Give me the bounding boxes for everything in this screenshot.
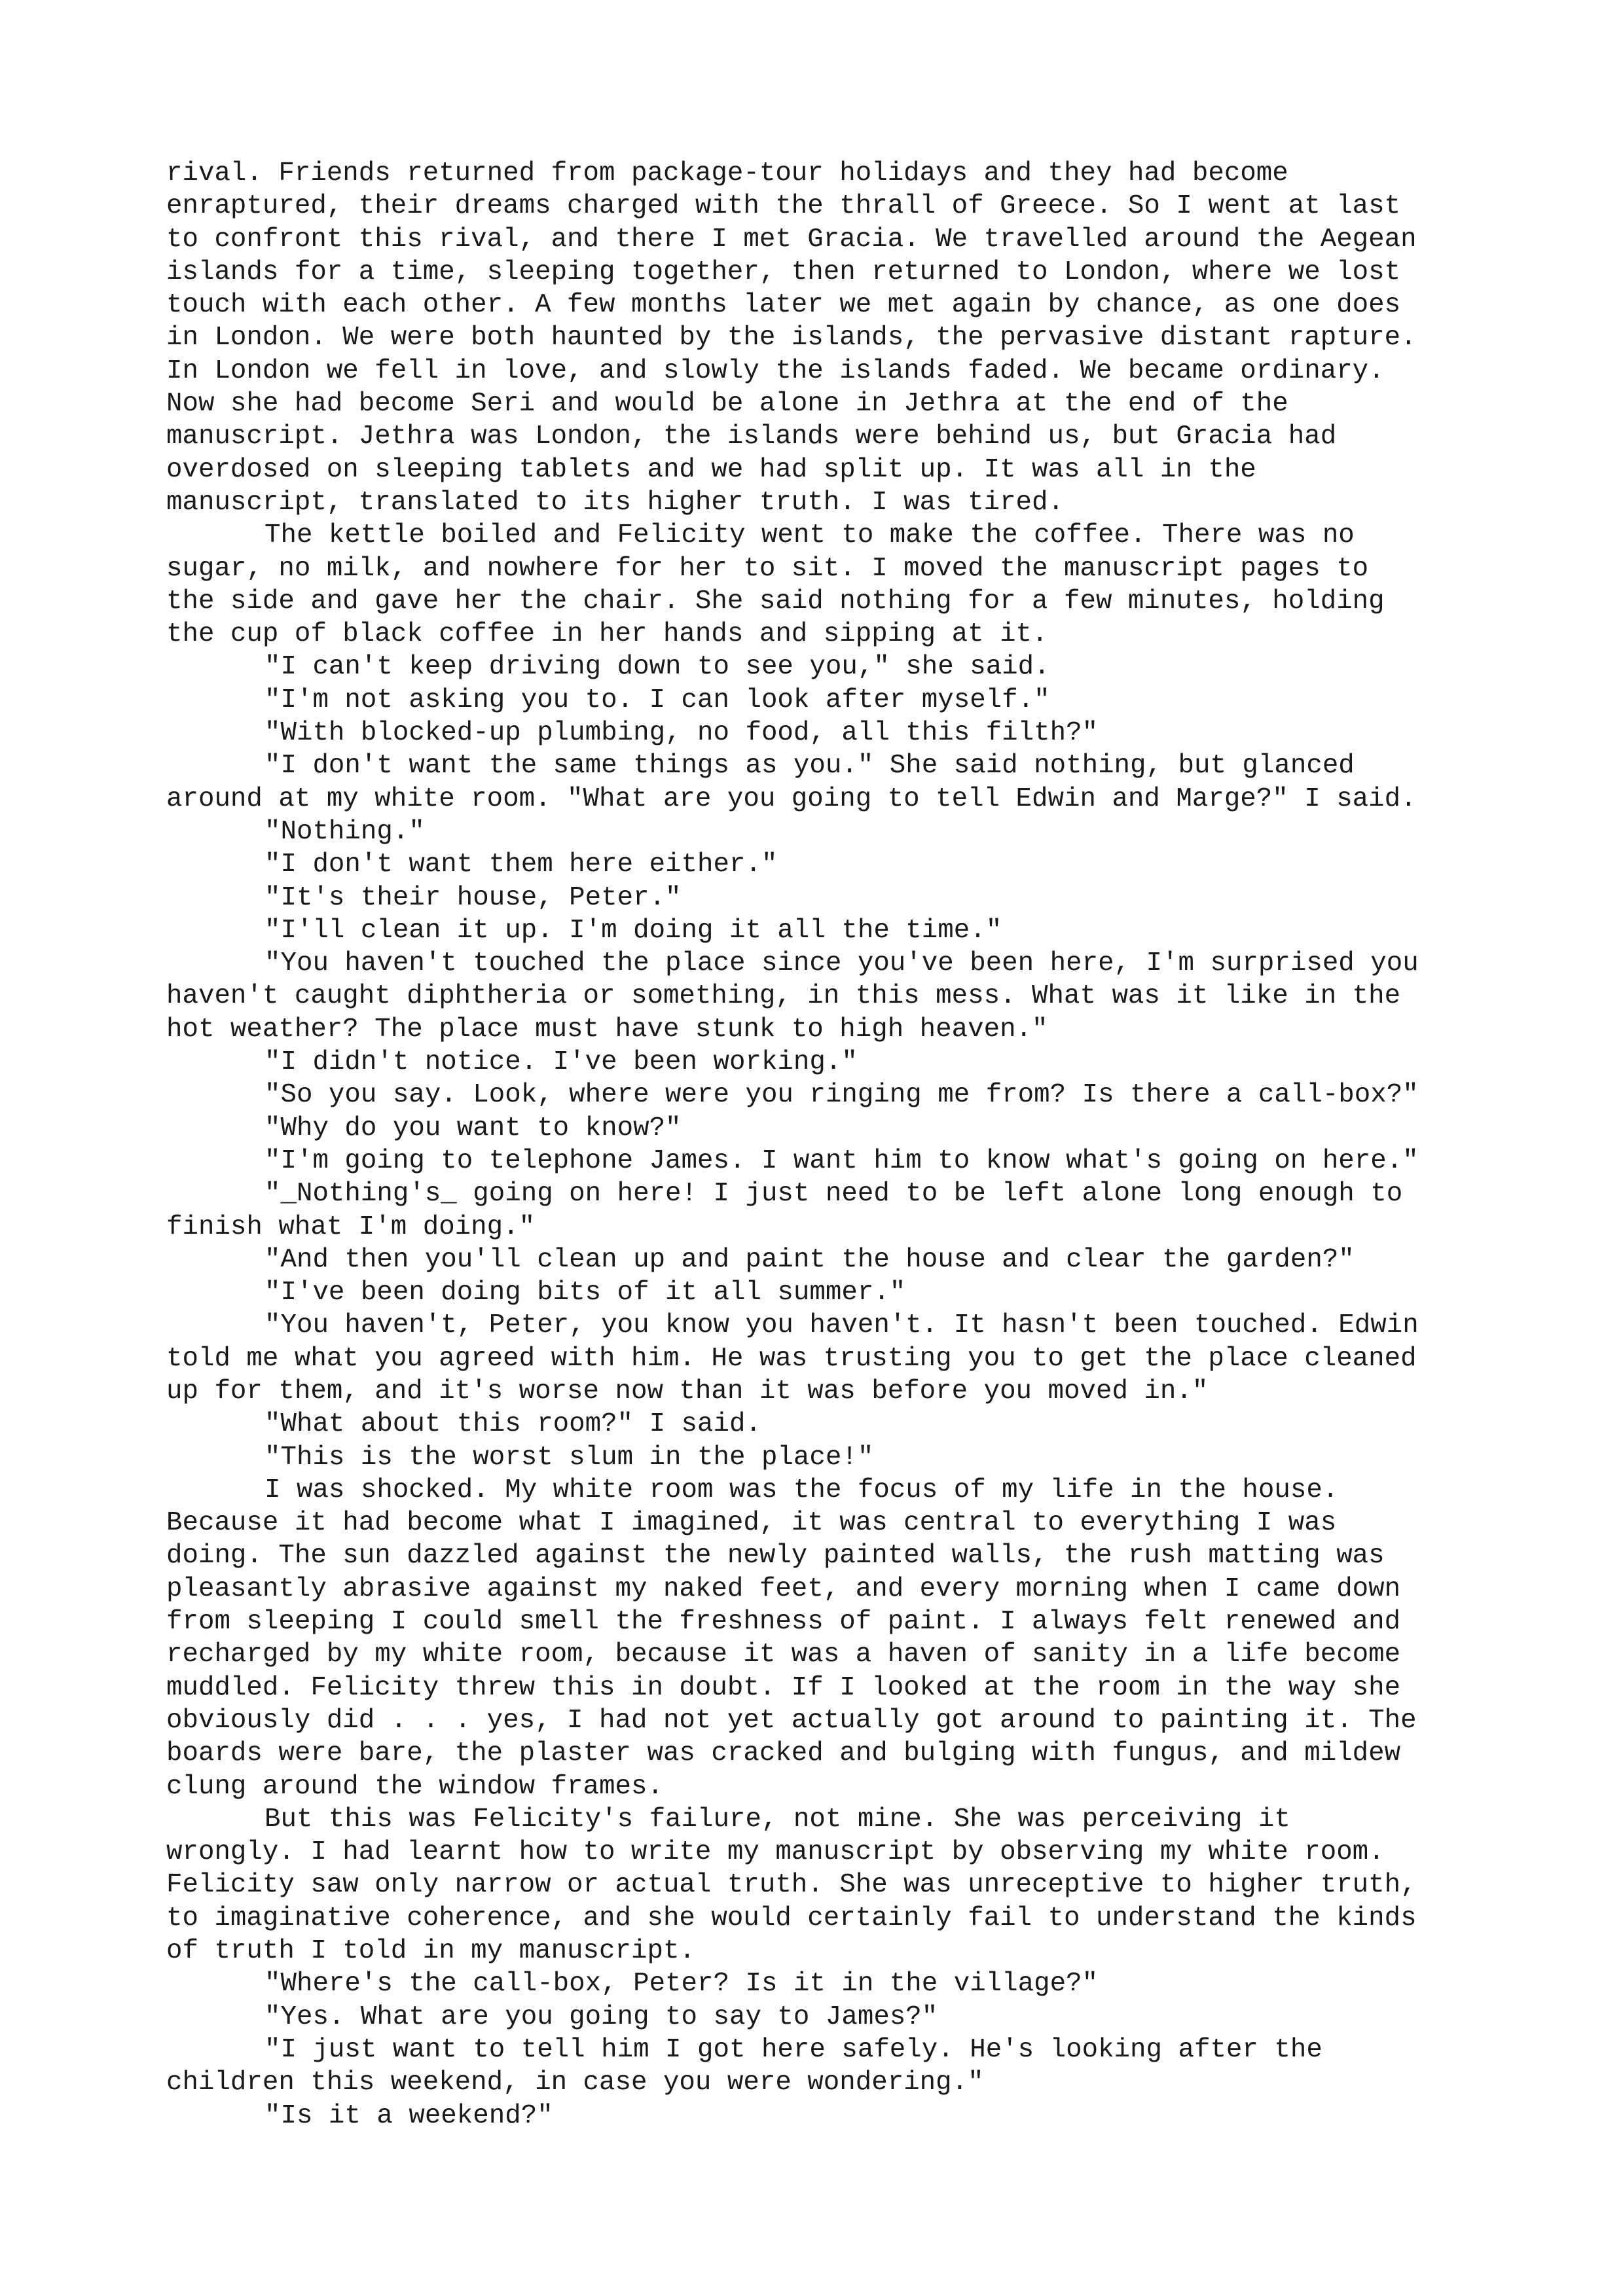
text-line: "Is it a weekend?" (264, 2100, 553, 2131)
text-line: muddled. Felicity threw this in doubt. If I looked at the room in the way she (166, 1672, 1401, 1703)
text-line: the cup of black coffee in her hands and sipping at it. (166, 619, 1048, 650)
text-line: "What about this room?" I said. (264, 1409, 761, 1440)
text-line: "I don't want the same things as you." She said nothing, but glanced (264, 751, 1355, 781)
text-line: "Why do you want to know?" (264, 1113, 682, 1143)
text-line: "Yes. What are you going to say to James?" (264, 2001, 938, 2032)
text-line: Felicity saw only narrow or actual truth. She was unreceptive to higher truth, (166, 1870, 1417, 1901)
text-line: I was shocked. My white room was the focus of my life in the house. (264, 1475, 1339, 1505)
text-line: boards were bare, the plaster was cracked and bulging with fungus, and mildew (166, 1738, 1401, 1769)
text-line: "With blocked-up plumbing, no food, all this filth?" (264, 718, 1099, 749)
text-line: hot weather? The place must have stunk to high heaven." (166, 1014, 1048, 1045)
text-line: But this was Felicity's failure, not mine. She was perceiving it (264, 1804, 1290, 1835)
text-line: told me what you agreed with him. He was trusting you to get the place cleaned (166, 1343, 1417, 1374)
text-line: "I don't want them here either." (264, 850, 778, 880)
text-line: In London we fell in love, and slowly the islands faded. We became ordinary. (166, 355, 1385, 386)
text-line: up for them, and it's worse now than it was before you moved in." (166, 1376, 1209, 1407)
text-line: obviously did . . . yes, I had not yet actually got around to painting it. The (166, 1705, 1417, 1736)
text-line: around at my white room. "What are you going to tell Edwin and Marge?" I said. (166, 783, 1417, 814)
text-line: recharged by my white room, because it was a haven of sanity in a life become (166, 1640, 1401, 1670)
text-line: children this weekend, in case you were wondering." (166, 2068, 984, 2098)
text-line: sugar, no milk, and nowhere for her to sit. I moved the manuscript pages to (166, 553, 1369, 584)
text-line: overdosed on sleeping tablets and we had split up. It was all in the (166, 454, 1256, 485)
text-line: manuscript. Jethra was London, the islands were behind us, but Gracia had (166, 422, 1337, 452)
text-line: manuscript, translated to its higher truth. I was tired. (166, 487, 1064, 518)
text-line: wrongly. I had learnt how to write my manuscript by observing my white room. (166, 1837, 1385, 1868)
text-line: to confront this rival, and there I met Gracia. We travelled around the Aegean (166, 224, 1417, 255)
text-line: rival. Friends returned from package-tour holidays and they had become (166, 158, 1288, 188)
text-line: the side and gave her the chair. She said nothing for a few minutes, holding (166, 586, 1385, 617)
text-line: "I'm not asking you to. I can look after myself." (264, 685, 1050, 715)
text-line: haven't caught diphtheria or something, in this mess. What was it like in the (166, 981, 1401, 1012)
text-line: clung around the window frames. (166, 1771, 663, 1802)
text-line: "You haven't touched the place since you've been here, I'm surprised you (264, 948, 1419, 979)
text-line: "Nothing." (264, 816, 425, 847)
text-line: "I've been doing bits of it all summer." (264, 1278, 906, 1308)
text-line: "_Nothing's_ going on here! I just need to be left alone long enough to (264, 1179, 1403, 1210)
document-page (166, 157, 1476, 2132)
text-line: "So you say. Look, where were you ringing me from? Is there a call-box?" (264, 1080, 1419, 1111)
text-line: islands for a time, sleeping together, then returned to London, where we lost (166, 257, 1401, 287)
text-line: "This is the worst slum in the place!" (264, 1442, 874, 1473)
text-line: "I'll clean it up. I'm doing it all the time." (264, 915, 1002, 946)
text-line: Because it had become what I imagined, it was central to everything I was (166, 1508, 1337, 1539)
text-line: pleasantly abrasive against my naked feet, and every morning when I came down (166, 1573, 1401, 1604)
text-line: to imaginative coherence, and she would certainly fail to understand the kinds (166, 1903, 1417, 1933)
text-line: "I'm going to telephone James. I want him to know what's going on here." (264, 1145, 1419, 1176)
text-line: touch with each other. A few months later we met again by chance, as one does (166, 290, 1401, 321)
text-line: "Where's the call-box, Peter? Is it in the village?" (264, 1969, 1099, 2000)
text-line: finish what I'm doing." (166, 1211, 536, 1242)
text-line: of truth I told in my manuscript. (166, 1936, 695, 1967)
text-line: "I didn't notice. I've been working." (264, 1047, 858, 1078)
text-line: "It's their house, Peter." (264, 882, 682, 913)
text-line: enraptured, their dreams charged with the thrall of Greece. So I went at last (166, 191, 1401, 222)
text-line: doing. The sun dazzled against the newly painted walls, the rush matting was (166, 1541, 1385, 1571)
text-line: "I can't keep driving down to see you," she said. (264, 652, 1050, 683)
text-line: The kettle boiled and Felicity went to make the coffee. There was no (264, 520, 1355, 551)
text-line: from sleeping I could smell the freshness of paint. I always felt renewed and (166, 1607, 1401, 1638)
text-line: in London. We were both haunted by the islands, the pervasive distant rapture. (166, 323, 1417, 353)
text-line: "You haven't, Peter, you know you haven't. It hasn't been touched. Edwin (264, 1310, 1419, 1341)
text-line: "I just want to tell him I got here safely. He's looking after the (264, 2034, 1322, 2065)
text-line: Now she had become Seri and would be alone in Jethra at the end of the (166, 389, 1288, 420)
text-line: "And then you'll clean up and paint the house and clear the garden?" (264, 1244, 1355, 1275)
